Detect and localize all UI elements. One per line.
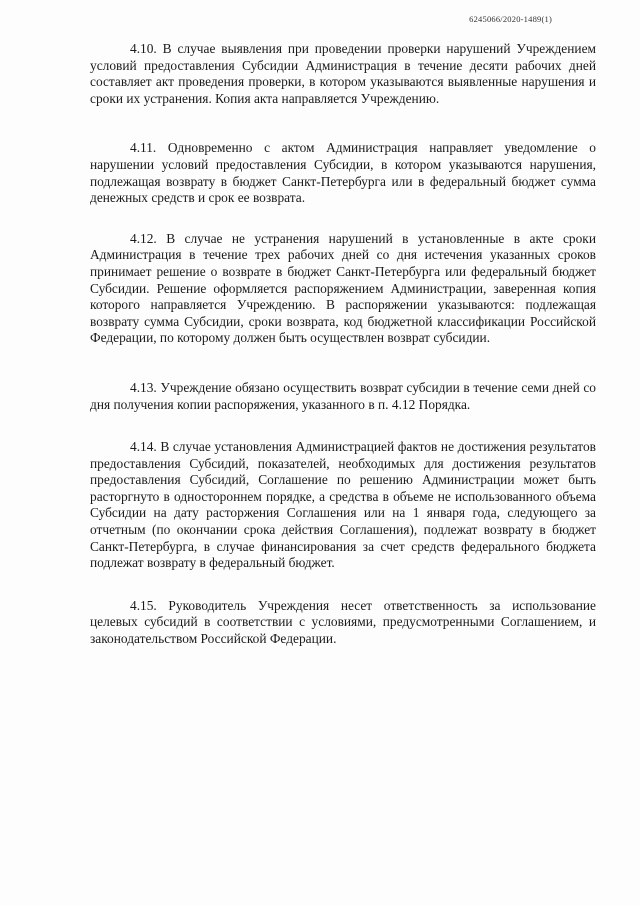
paragraph-number: 4.10. — [130, 41, 157, 56]
paragraph-4-15 — [90, 598, 596, 648]
paragraph-4-13 — [90, 380, 596, 413]
paragraph-4-10 — [90, 41, 596, 107]
paragraph-4-14 — [90, 439, 596, 572]
paragraph-number: 4.15. — [130, 597, 157, 613]
paragraph-text: Учреждение обязано осуществить возврат субсидии в течение семи дней со дня получения копии распоряжения, указанного в п. 4.12 Порядка. — [90, 379, 596, 412]
paragraph-4-11 — [90, 140, 596, 206]
document-body — [90, 41, 596, 648]
paragraph-4-12 — [90, 231, 596, 347]
paragraph-text: Руководитель Учреждения несет ответственность за использование целевых субсидий в соответствии с условиями, предусмотренными Соглашением, и законодательством Российской Федерации. — [90, 597, 596, 647]
paragraph-text: В случае не устранения нарушений в установленные в акте сроки Администрация в течение трех рабочих дней со дня истечения указанных сроков принимает решение о возврате в бюджет Санкт-Петербурга или федеральный бюджет Субсидии. Решение оформляется распоряжением Администрации, заверенная копия которого направляется Учреждению. В распоряжении указываются: подлежащая возврату сумма Субсидии, сроки возврата, код бюджетной классификации Российской Федерации, по которому должен быть осуществлен возврат субсидии. — [90, 230, 596, 346]
document-number: 6245066/2020-1489(1) — [469, 14, 552, 24]
paragraph-text: Одновременно с актом Администрация направляет уведомление о нарушении условий предоставления Субсидии, в котором указываются нарушения, подлежащая возврату в бюджет Санкт-Петербурга или в федеральный бюджет сумма денежных средств и срок ее возврата. — [90, 140, 596, 206]
paragraph-number: 4.13. — [130, 379, 157, 395]
paragraph-text: В случае установления Администрацией фактов не достижения результатов предоставления Субсидий, показателей, необходимых для достижения результатов предоставления Субсидий, Соглашение по решению Администрации может быть расторгнуто в одностороннем порядке, а средства в объеме не использованного объема Субсидии на дату расторжения Соглашения или на 1 января года, следующего за отчетным (по окончании срока действия Соглашения), подлежат возврату в бюджет Санкт-Петербурга, в случае финансирования за счет средств федерального бюджета подлежат возврату в федеральный бюджет. — [90, 439, 596, 571]
paragraph-number: 4.14. — [130, 439, 157, 455]
paragraph-number: 4.12. — [130, 230, 157, 246]
paragraph-text: В случае выявления при проведении проверки нарушений Учреждением условий предоставления Субсидии Администрация в течение десяти рабочих дней составляет акт проведения проверки, в котором указываются выявленные нарушения и сроки их устранения. Копия акта направляется Учреждению. — [90, 41, 596, 106]
paragraph-number: 4.11. — [130, 140, 157, 156]
